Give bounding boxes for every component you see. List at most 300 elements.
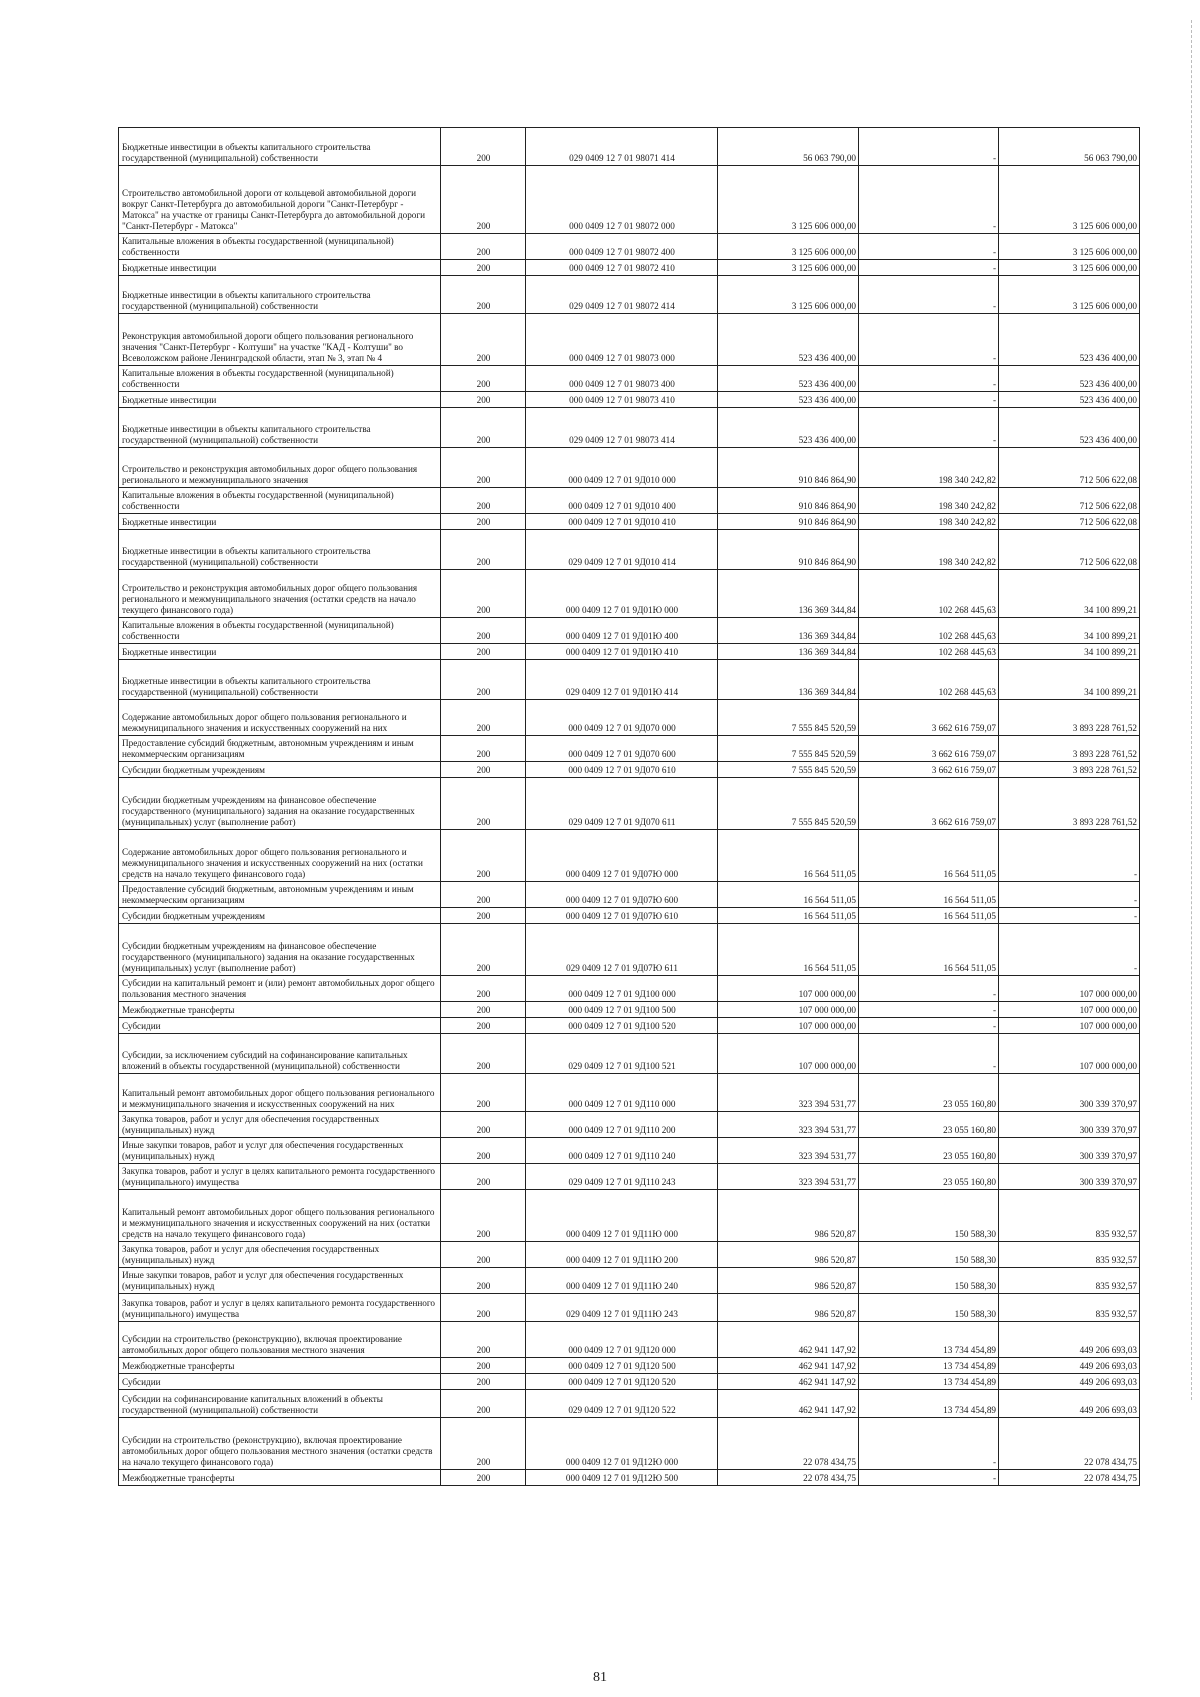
row-remaining-cell: 3 125 606 000,00 — [999, 276, 1140, 314]
row-code-cell: 200 — [441, 234, 526, 260]
row-remaining-cell: 3 125 606 000,00 — [999, 260, 1140, 276]
row-executed-cell: 23 055 160,80 — [859, 1138, 999, 1164]
row-executed-cell: 150 588,30 — [859, 1242, 999, 1268]
row-remaining-cell: 3 125 606 000,00 — [999, 234, 1140, 260]
table-row — [119, 1074, 1140, 1112]
row-kbk-cell: 029 0409 12 7 01 9Д070 611 — [526, 778, 718, 830]
row-remaining-cell: 300 339 370,97 — [999, 1138, 1140, 1164]
row-approved-cell: 323 394 531,77 — [718, 1112, 859, 1138]
row-name-cell: Капитальные вложения в объекты государственной (муниципальной) собственности — [119, 234, 441, 260]
table-row — [119, 514, 1140, 530]
row-approved-cell: 7 555 845 520,59 — [718, 762, 859, 778]
row-approved-cell: 986 520,87 — [718, 1242, 859, 1268]
row-executed-cell: 3 662 616 759,07 — [859, 762, 999, 778]
row-remaining-cell: 523 436 400,00 — [999, 408, 1140, 448]
row-executed-cell: 13 734 454,89 — [859, 1358, 999, 1374]
table-row — [119, 128, 1140, 166]
scan-edge-line — [1191, 20, 1192, 1400]
table-row — [119, 924, 1140, 976]
row-executed-cell: - — [859, 234, 999, 260]
row-approved-cell: 3 125 606 000,00 — [718, 166, 859, 234]
table-row — [119, 644, 1140, 660]
row-name-cell: Бюджетные инвестиции в объекты капитального строительства государственной (муниципальной) собственности — [119, 660, 441, 700]
row-approved-cell: 523 436 400,00 — [718, 408, 859, 448]
row-code-cell: 200 — [441, 128, 526, 166]
row-remaining-cell: 34 100 899,21 — [999, 660, 1140, 700]
row-name-cell: Строительство автомобильной дороги от кольцевой автомобильной дороги вокруг Санкт-Петербурга до автомобильной дороги "Санкт-Петербург - Матокса" на участке от границы Санкт-Петербурга до автомобильной дороги "Санкт-Петербург - Матокса" — [119, 166, 441, 234]
table-row — [119, 1268, 1140, 1294]
row-name-cell: Иные закупки товаров, работ и услуг для обеспечения государственных (муниципальных) нужд — [119, 1268, 441, 1294]
row-name-cell: Субсидии бюджетным учреждениям — [119, 908, 441, 924]
row-name-cell: Субсидии на капитальный ремонт и (или) ремонт автомобильных дорог общего пользования местного значения — [119, 976, 441, 1002]
row-approved-cell: 462 941 147,92 — [718, 1390, 859, 1418]
row-remaining-cell: 835 932,57 — [999, 1242, 1140, 1268]
row-executed-cell: - — [859, 976, 999, 1002]
row-remaining-cell: 34 100 899,21 — [999, 570, 1140, 618]
table-row — [119, 366, 1140, 392]
row-code-cell: 200 — [441, 976, 526, 1002]
row-remaining-cell: 835 932,57 — [999, 1268, 1140, 1294]
row-code-cell: 200 — [441, 882, 526, 908]
row-approved-cell: 3 125 606 000,00 — [718, 260, 859, 276]
row-executed-cell: 13 734 454,89 — [859, 1390, 999, 1418]
table-row — [119, 778, 1140, 830]
row-kbk-cell: 029 0409 12 7 01 98073 414 — [526, 408, 718, 448]
row-name-cell: Бюджетные инвестиции в объекты капитального строительства государственной (муниципальной) собственности — [119, 128, 441, 166]
row-remaining-cell: 107 000 000,00 — [999, 976, 1140, 1002]
row-kbk-cell: 000 0409 12 7 01 98072 000 — [526, 166, 718, 234]
row-approved-cell: 523 436 400,00 — [718, 366, 859, 392]
table-row — [119, 1002, 1140, 1018]
row-kbk-cell: 000 0409 12 7 01 9Д07Ю 610 — [526, 908, 718, 924]
row-remaining-cell: 300 339 370,97 — [999, 1164, 1140, 1190]
row-remaining-cell: 3 893 228 761,52 — [999, 700, 1140, 736]
row-name-cell: Иные закупки товаров, работ и услуг для обеспечения государственных (муниципальных) нужд — [119, 1138, 441, 1164]
row-code-cell: 200 — [441, 660, 526, 700]
row-code-cell: 200 — [441, 700, 526, 736]
row-remaining-cell: 22 078 434,75 — [999, 1418, 1140, 1470]
table-row — [119, 276, 1140, 314]
row-kbk-cell: 029 0409 12 7 01 98072 414 — [526, 276, 718, 314]
row-kbk-cell: 000 0409 12 7 01 9Д120 500 — [526, 1358, 718, 1374]
row-code-cell: 200 — [441, 314, 526, 366]
row-remaining-cell: - — [999, 924, 1140, 976]
table-row — [119, 976, 1140, 1002]
budget-execution-table — [118, 127, 1140, 1486]
row-approved-cell: 7 555 845 520,59 — [718, 700, 859, 736]
row-approved-cell: 16 564 511,05 — [718, 924, 859, 976]
row-code-cell: 200 — [441, 408, 526, 448]
row-code-cell: 200 — [441, 1294, 526, 1322]
row-remaining-cell: 107 000 000,00 — [999, 1002, 1140, 1018]
table-row — [119, 234, 1140, 260]
row-approved-cell: 136 369 344,84 — [718, 660, 859, 700]
table-row — [119, 1418, 1140, 1470]
row-kbk-cell: 000 0409 12 7 01 9Д11Ю 240 — [526, 1268, 718, 1294]
row-approved-cell: 462 941 147,92 — [718, 1374, 859, 1390]
row-executed-cell: 16 564 511,05 — [859, 908, 999, 924]
row-code-cell: 200 — [441, 924, 526, 976]
row-approved-cell: 56 063 790,00 — [718, 128, 859, 166]
row-executed-cell: 150 588,30 — [859, 1190, 999, 1242]
row-code-cell: 200 — [441, 166, 526, 234]
row-code-cell: 200 — [441, 1074, 526, 1112]
row-remaining-cell: 300 339 370,97 — [999, 1112, 1140, 1138]
row-kbk-cell: 000 0409 12 7 01 9Д07Ю 000 — [526, 830, 718, 882]
row-executed-cell: - — [859, 1034, 999, 1074]
row-remaining-cell: 107 000 000,00 — [999, 1018, 1140, 1034]
row-approved-cell: 136 369 344,84 — [718, 570, 859, 618]
row-code-cell: 200 — [441, 762, 526, 778]
row-kbk-cell: 000 0409 12 7 01 9Д12Ю 000 — [526, 1418, 718, 1470]
table-row — [119, 570, 1140, 618]
row-code-cell: 200 — [441, 1418, 526, 1470]
row-kbk-cell: 000 0409 12 7 01 9Д01Ю 410 — [526, 644, 718, 660]
table-row — [119, 908, 1140, 924]
row-remaining-cell: 449 206 693,03 — [999, 1374, 1140, 1390]
row-code-cell: 200 — [441, 1374, 526, 1390]
row-remaining-cell: 712 506 622,08 — [999, 488, 1140, 514]
table-row — [119, 1322, 1140, 1358]
row-kbk-cell: 000 0409 12 7 01 9Д11Ю 200 — [526, 1242, 718, 1268]
row-name-cell: Субсидии бюджетным учреждениям на финансовое обеспечение государственного (муниципального) задания на оказание государственных (муниципальных) услуг (выполнение работ) — [119, 924, 441, 976]
row-kbk-cell: 029 0409 12 7 01 98071 414 — [526, 128, 718, 166]
row-approved-cell: 462 941 147,92 — [718, 1358, 859, 1374]
table-row — [119, 260, 1140, 276]
row-approved-cell: 986 520,87 — [718, 1190, 859, 1242]
row-kbk-cell: 000 0409 12 7 01 98073 400 — [526, 366, 718, 392]
row-code-cell: 200 — [441, 1358, 526, 1374]
row-approved-cell: 323 394 531,77 — [718, 1164, 859, 1190]
row-executed-cell: 102 268 445,63 — [859, 660, 999, 700]
row-kbk-cell: 000 0409 12 7 01 9Д120 000 — [526, 1322, 718, 1358]
table-row — [119, 700, 1140, 736]
row-kbk-cell: 000 0409 12 7 01 9Д070 610 — [526, 762, 718, 778]
row-approved-cell: 910 846 864,90 — [718, 448, 859, 488]
row-kbk-cell: 000 0409 12 7 01 9Д100 000 — [526, 976, 718, 1002]
table-row — [119, 1374, 1140, 1390]
row-executed-cell: 198 340 242,82 — [859, 530, 999, 570]
row-kbk-cell: 000 0409 12 7 01 9Д070 600 — [526, 736, 718, 762]
row-approved-cell: 3 125 606 000,00 — [718, 234, 859, 260]
row-approved-cell: 136 369 344,84 — [718, 618, 859, 644]
row-kbk-cell: 000 0409 12 7 01 9Д010 000 — [526, 448, 718, 488]
row-remaining-cell: - — [999, 908, 1140, 924]
row-name-cell: Субсидии на строительство (реконструкцию), включая проектирование автомобильных дорог общего пользования местного значения — [119, 1322, 441, 1358]
row-remaining-cell: 3 893 228 761,52 — [999, 736, 1140, 762]
row-approved-cell: 986 520,87 — [718, 1268, 859, 1294]
row-remaining-cell: 449 206 693,03 — [999, 1390, 1140, 1418]
row-kbk-cell: 000 0409 12 7 01 98073 000 — [526, 314, 718, 366]
row-approved-cell: 523 436 400,00 — [718, 392, 859, 408]
table-row — [119, 736, 1140, 762]
table-row — [119, 830, 1140, 882]
row-code-cell: 200 — [441, 644, 526, 660]
row-code-cell: 200 — [441, 1018, 526, 1034]
row-code-cell: 200 — [441, 514, 526, 530]
row-remaining-cell: 712 506 622,08 — [999, 448, 1140, 488]
row-executed-cell: 16 564 511,05 — [859, 830, 999, 882]
row-code-cell: 200 — [441, 1390, 526, 1418]
row-approved-cell: 910 846 864,90 — [718, 530, 859, 570]
row-code-cell: 200 — [441, 1470, 526, 1486]
row-remaining-cell: 523 436 400,00 — [999, 366, 1140, 392]
row-approved-cell: 107 000 000,00 — [718, 1034, 859, 1074]
row-kbk-cell: 000 0409 12 7 01 98072 400 — [526, 234, 718, 260]
row-kbk-cell: 000 0409 12 7 01 9Д110 000 — [526, 1074, 718, 1112]
row-executed-cell: 102 268 445,63 — [859, 618, 999, 644]
row-name-cell: Капитальный ремонт автомобильных дорог общего пользования регионального и межмуниципального значения и искусственных сооружений на них (остатки средств на начало текущего финансового года) — [119, 1190, 441, 1242]
row-name-cell: Бюджетные инвестиции — [119, 514, 441, 530]
row-executed-cell: - — [859, 166, 999, 234]
row-code-cell: 200 — [441, 618, 526, 644]
table-row — [119, 618, 1140, 644]
table-row — [119, 1190, 1140, 1242]
row-kbk-cell: 000 0409 12 7 01 9Д120 520 — [526, 1374, 718, 1390]
row-name-cell: Капитальные вложения в объекты государственной (муниципальной) собственности — [119, 618, 441, 644]
row-name-cell: Капитальный ремонт автомобильных дорог общего пользования регионального и межмуниципального значения и искусственных сооружений на них — [119, 1074, 441, 1112]
table-row — [119, 166, 1140, 234]
row-approved-cell: 22 078 434,75 — [718, 1418, 859, 1470]
row-executed-cell: - — [859, 128, 999, 166]
table-row — [119, 1164, 1140, 1190]
row-remaining-cell: 835 932,57 — [999, 1190, 1140, 1242]
table-row — [119, 1294, 1140, 1322]
row-approved-cell: 107 000 000,00 — [718, 1002, 859, 1018]
table-row — [119, 488, 1140, 514]
table-row — [119, 1018, 1140, 1034]
row-remaining-cell: 107 000 000,00 — [999, 1034, 1140, 1074]
row-name-cell: Бюджетные инвестиции в объекты капитального строительства государственной (муниципальной) собственности — [119, 276, 441, 314]
row-executed-cell: - — [859, 260, 999, 276]
row-executed-cell: 16 564 511,05 — [859, 924, 999, 976]
row-executed-cell: - — [859, 1002, 999, 1018]
row-code-cell: 200 — [441, 1002, 526, 1018]
row-name-cell: Капитальные вложения в объекты государственной (муниципальной) собственности — [119, 366, 441, 392]
table-row — [119, 660, 1140, 700]
row-name-cell: Субсидии — [119, 1374, 441, 1390]
row-remaining-cell: 56 063 790,00 — [999, 128, 1140, 166]
row-code-cell: 200 — [441, 260, 526, 276]
row-approved-cell: 16 564 511,05 — [718, 882, 859, 908]
row-remaining-cell: 34 100 899,21 — [999, 618, 1140, 644]
row-kbk-cell: 000 0409 12 7 01 9Д110 240 — [526, 1138, 718, 1164]
row-name-cell: Строительство и реконструкция автомобильных дорог общего пользования регионального и межмуниципального значения (остатки средств на начало текущего финансового года) — [119, 570, 441, 618]
row-code-cell: 200 — [441, 448, 526, 488]
table-row — [119, 762, 1140, 778]
row-approved-cell: 107 000 000,00 — [718, 976, 859, 1002]
row-executed-cell: - — [859, 314, 999, 366]
row-kbk-cell: 000 0409 12 7 01 9Д100 500 — [526, 1002, 718, 1018]
row-kbk-cell: 000 0409 12 7 01 9Д110 200 — [526, 1112, 718, 1138]
row-approved-cell: 323 394 531,77 — [718, 1138, 859, 1164]
row-executed-cell: 3 662 616 759,07 — [859, 778, 999, 830]
row-kbk-cell: 000 0409 12 7 01 9Д12Ю 500 — [526, 1470, 718, 1486]
table-row — [119, 1112, 1140, 1138]
row-name-cell: Закупка товаров, работ и услуг в целях капитального ремонта государственного (муниципального) имущества — [119, 1294, 441, 1322]
table-row — [119, 1138, 1140, 1164]
row-executed-cell: 23 055 160,80 — [859, 1164, 999, 1190]
row-kbk-cell: 029 0409 12 7 01 9Д100 521 — [526, 1034, 718, 1074]
row-remaining-cell: 3 893 228 761,52 — [999, 778, 1140, 830]
row-name-cell: Строительство и реконструкция автомобильных дорог общего пользования регионального и межмуниципального значения — [119, 448, 441, 488]
row-remaining-cell: 712 506 622,08 — [999, 530, 1140, 570]
row-name-cell: Бюджетные инвестиции — [119, 644, 441, 660]
row-kbk-cell: 000 0409 12 7 01 9Д01Ю 400 — [526, 618, 718, 644]
row-name-cell: Субсидии на софинансирование капитальных вложений в объекты государственной (муниципальной) собственности — [119, 1390, 441, 1418]
row-name-cell: Субсидии бюджетным учреждениям на финансовое обеспечение государственного (муниципального) задания на оказание государственных (муниципальных) услуг (выполнение работ) — [119, 778, 441, 830]
row-executed-cell: - — [859, 408, 999, 448]
table-row — [119, 530, 1140, 570]
row-kbk-cell: 000 0409 12 7 01 9Д010 410 — [526, 514, 718, 530]
row-name-cell: Бюджетные инвестиции — [119, 392, 441, 408]
row-executed-cell: - — [859, 1018, 999, 1034]
row-remaining-cell: 3 125 606 000,00 — [999, 166, 1140, 234]
row-kbk-cell: 029 0409 12 7 01 9Д110 243 — [526, 1164, 718, 1190]
row-name-cell: Содержание автомобильных дорог общего пользования регионального и межмуниципального значения и искусственных сооружений на них (остатки средств на начало текущего финансового года) — [119, 830, 441, 882]
row-code-cell: 200 — [441, 1164, 526, 1190]
row-code-cell: 200 — [441, 366, 526, 392]
row-code-cell: 200 — [441, 392, 526, 408]
row-code-cell: 200 — [441, 1034, 526, 1074]
row-kbk-cell: 029 0409 12 7 01 9Д120 522 — [526, 1390, 718, 1418]
row-executed-cell: 198 340 242,82 — [859, 514, 999, 530]
row-remaining-cell: 300 339 370,97 — [999, 1074, 1140, 1112]
row-kbk-cell: 029 0409 12 7 01 9Д010 414 — [526, 530, 718, 570]
row-kbk-cell: 000 0409 12 7 01 98073 410 — [526, 392, 718, 408]
row-name-cell: Предоставление субсидий бюджетным, автономным учреждениям и иным некоммерческим организациям — [119, 736, 441, 762]
row-name-cell: Субсидии — [119, 1018, 441, 1034]
row-kbk-cell: 029 0409 12 7 01 9Д11Ю 243 — [526, 1294, 718, 1322]
row-remaining-cell: 3 893 228 761,52 — [999, 762, 1140, 778]
row-code-cell: 200 — [441, 1112, 526, 1138]
table-row — [119, 1242, 1140, 1268]
row-approved-cell: 22 078 434,75 — [718, 1470, 859, 1486]
row-approved-cell: 910 846 864,90 — [718, 488, 859, 514]
table-row — [119, 882, 1140, 908]
row-kbk-cell: 000 0409 12 7 01 9Д100 520 — [526, 1018, 718, 1034]
row-approved-cell: 107 000 000,00 — [718, 1018, 859, 1034]
row-remaining-cell: 449 206 693,03 — [999, 1358, 1140, 1374]
row-code-cell: 200 — [441, 830, 526, 882]
row-name-cell: Межбюджетные трансферты — [119, 1470, 441, 1486]
row-approved-cell: 7 555 845 520,59 — [718, 736, 859, 762]
row-name-cell: Закупка товаров, работ и услуг для обеспечения государственных (муниципальных) нужд — [119, 1112, 441, 1138]
table-row — [119, 1470, 1140, 1486]
table-body — [119, 128, 1140, 1486]
row-code-cell: 200 — [441, 530, 526, 570]
table-row — [119, 1358, 1140, 1374]
row-executed-cell: 13 734 454,89 — [859, 1374, 999, 1390]
page-number: 81 — [593, 1670, 607, 1685]
row-name-cell: Предоставление субсидий бюджетным, автономным учреждениям и иным некоммерческим организациям — [119, 882, 441, 908]
row-remaining-cell: 34 100 899,21 — [999, 644, 1140, 660]
row-name-cell: Бюджетные инвестиции в объекты капитального строительства государственной (муниципальной) собственности — [119, 530, 441, 570]
row-approved-cell: 16 564 511,05 — [718, 908, 859, 924]
row-executed-cell: - — [859, 276, 999, 314]
row-executed-cell: 13 734 454,89 — [859, 1322, 999, 1358]
row-executed-cell: - — [859, 392, 999, 408]
table-row — [119, 314, 1140, 366]
row-kbk-cell: 000 0409 12 7 01 9Д11Ю 000 — [526, 1190, 718, 1242]
row-name-cell: Субсидии бюджетным учреждениям — [119, 762, 441, 778]
row-approved-cell: 3 125 606 000,00 — [718, 276, 859, 314]
row-remaining-cell: 835 932,57 — [999, 1294, 1140, 1322]
row-remaining-cell: 523 436 400,00 — [999, 314, 1140, 366]
row-executed-cell: 23 055 160,80 — [859, 1074, 999, 1112]
row-code-cell: 200 — [441, 736, 526, 762]
row-remaining-cell: 22 078 434,75 — [999, 1470, 1140, 1486]
row-name-cell: Субсидии на строительство (реконструкцию), включая проектирование автомобильных дорог общего пользования местного значения (остатки средств на начало текущего финансового года) — [119, 1418, 441, 1470]
row-code-cell: 200 — [441, 488, 526, 514]
row-code-cell: 200 — [441, 1268, 526, 1294]
row-remaining-cell: - — [999, 882, 1140, 908]
row-approved-cell: 323 394 531,77 — [718, 1074, 859, 1112]
row-name-cell: Реконструкция автомобильной дороги общего пользования регионального значения "Санкт-Петербург - Колтуши" на участке "КАД - Колтуши" во Всеволожском районе Ленинградской области, этап № 3, этап № 4 — [119, 314, 441, 366]
row-kbk-cell: 000 0409 12 7 01 9Д01Ю 000 — [526, 570, 718, 618]
table-row — [119, 448, 1140, 488]
row-code-cell: 200 — [441, 570, 526, 618]
row-name-cell: Бюджетные инвестиции — [119, 260, 441, 276]
row-executed-cell: 23 055 160,80 — [859, 1112, 999, 1138]
row-name-cell: Межбюджетные трансферты — [119, 1002, 441, 1018]
row-approved-cell: 7 555 845 520,59 — [718, 778, 859, 830]
row-code-cell: 200 — [441, 1190, 526, 1242]
row-kbk-cell: 029 0409 12 7 01 9Д07Ю 611 — [526, 924, 718, 976]
row-executed-cell: 198 340 242,82 — [859, 488, 999, 514]
row-approved-cell: 462 941 147,92 — [718, 1322, 859, 1358]
row-executed-cell: 198 340 242,82 — [859, 448, 999, 488]
row-executed-cell: 3 662 616 759,07 — [859, 700, 999, 736]
row-name-cell: Закупка товаров, работ и услуг для обеспечения государственных (муниципальных) нужд — [119, 1242, 441, 1268]
table-row — [119, 392, 1140, 408]
row-approved-cell: 910 846 864,90 — [718, 514, 859, 530]
row-kbk-cell: 029 0409 12 7 01 9Д01Ю 414 — [526, 660, 718, 700]
row-name-cell: Субсидии, за исключением субсидий на софинансирование капитальных вложений в объекты государственной (муниципальной) собственности — [119, 1034, 441, 1074]
row-executed-cell: 150 588,30 — [859, 1294, 999, 1322]
row-remaining-cell: 449 206 693,03 — [999, 1322, 1140, 1358]
row-kbk-cell: 000 0409 12 7 01 9Д070 000 — [526, 700, 718, 736]
row-executed-cell: - — [859, 366, 999, 392]
row-executed-cell: - — [859, 1470, 999, 1486]
table-row — [119, 1390, 1140, 1418]
row-approved-cell: 16 564 511,05 — [718, 830, 859, 882]
table-row — [119, 1034, 1140, 1074]
row-executed-cell: 16 564 511,05 — [859, 882, 999, 908]
row-code-cell: 200 — [441, 1138, 526, 1164]
row-code-cell: 200 — [441, 276, 526, 314]
row-name-cell: Межбюджетные трансферты — [119, 1358, 441, 1374]
table-row — [119, 408, 1140, 448]
row-remaining-cell: 523 436 400,00 — [999, 392, 1140, 408]
row-kbk-cell: 000 0409 12 7 01 9Д07Ю 600 — [526, 882, 718, 908]
row-executed-cell: 102 268 445,63 — [859, 570, 999, 618]
row-executed-cell: - — [859, 1418, 999, 1470]
row-code-cell: 200 — [441, 1322, 526, 1358]
row-executed-cell: 3 662 616 759,07 — [859, 736, 999, 762]
row-name-cell: Капитальные вложения в объекты государственной (муниципальной) собственности — [119, 488, 441, 514]
row-code-cell: 200 — [441, 908, 526, 924]
row-remaining-cell: - — [999, 830, 1140, 882]
row-approved-cell: 986 520,87 — [718, 1294, 859, 1322]
row-name-cell: Бюджетные инвестиции в объекты капитального строительства государственной (муниципальной) собственности — [119, 408, 441, 448]
row-code-cell: 200 — [441, 1242, 526, 1268]
row-remaining-cell: 712 506 622,08 — [999, 514, 1140, 530]
row-approved-cell: 136 369 344,84 — [718, 644, 859, 660]
row-kbk-cell: 000 0409 12 7 01 98072 410 — [526, 260, 718, 276]
row-approved-cell: 523 436 400,00 — [718, 314, 859, 366]
row-executed-cell: 102 268 445,63 — [859, 644, 999, 660]
